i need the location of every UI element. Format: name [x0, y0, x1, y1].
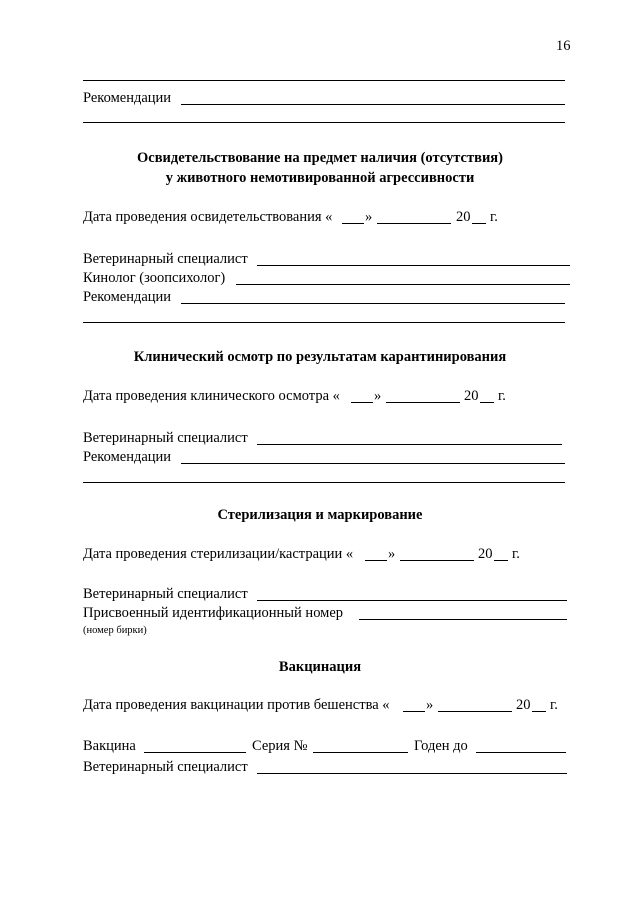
- clinical-vet-label: Ветеринарный специалист: [83, 430, 248, 446]
- section-title-sterilization: Стерилизация и маркирование: [217, 507, 423, 523]
- year-prefix: 20: [478, 546, 493, 562]
- sterilization-vet-label: Ветеринарный специалист: [83, 586, 248, 602]
- sterilization-year-field[interactable]: [494, 560, 508, 561]
- quote-close: »: [426, 697, 434, 713]
- id-number-label: Присвоенный идентификационный номер: [83, 605, 344, 621]
- year-prefix: 20: [456, 209, 471, 225]
- year-suffix: г.: [498, 388, 506, 404]
- vaccination-month-field[interactable]: [438, 711, 512, 712]
- clinical-vet-field[interactable]: [257, 444, 562, 445]
- vaccination-vet-label: Ветеринарный специалист: [83, 759, 248, 775]
- quote-close: »: [374, 388, 382, 404]
- vaccination-vet-field[interactable]: [257, 773, 567, 774]
- clinical-recommendations-field[interactable]: [181, 463, 565, 464]
- clinical-recommendations-label: Рекомендации: [83, 449, 172, 465]
- examination-date-label: Дата проведения освидетельствования «: [83, 209, 333, 225]
- clinical-month-field[interactable]: [386, 402, 460, 403]
- vaccination-day-field[interactable]: [403, 711, 425, 712]
- series-field[interactable]: [313, 752, 408, 753]
- tag-note: (номер бирки): [83, 625, 147, 636]
- vaccination-date-label: Дата проведения вакцинации против бешенства «: [83, 697, 390, 713]
- valid-until-label: Годен до: [414, 738, 468, 754]
- recommendations-label: Рекомендации: [83, 90, 172, 106]
- section-title-vaccination: Вакцинация: [278, 659, 362, 675]
- year-suffix: г.: [512, 546, 520, 562]
- sterilization-day-field[interactable]: [365, 560, 387, 561]
- vaccination-year-field[interactable]: [532, 711, 546, 712]
- year-suffix: г.: [550, 697, 558, 713]
- sterilization-vet-field[interactable]: [257, 600, 567, 601]
- clinical-date-label: Дата проведения клинического осмотра «: [83, 388, 340, 404]
- id-number-field[interactable]: [359, 619, 567, 620]
- examination-month-field[interactable]: [377, 223, 451, 224]
- clinical-day-field[interactable]: [351, 402, 373, 403]
- examination-day-field[interactable]: [342, 223, 364, 224]
- year-suffix: г.: [490, 209, 498, 225]
- series-label: Серия №: [252, 738, 308, 754]
- blank-line: [83, 322, 565, 323]
- examination-recommendations-label: Рекомендации: [83, 289, 172, 305]
- sterilization-date-label: Дата проведения стерилизации/кастрации «: [83, 546, 354, 562]
- recommendations-field[interactable]: [181, 104, 565, 105]
- vaccine-label: Вакцина: [83, 738, 136, 754]
- section-title-examination-1: Освидетельствование на предмет наличия (отсутствия): [137, 150, 503, 166]
- blank-line: [83, 122, 565, 123]
- blank-line: [83, 80, 565, 81]
- blank-line: [83, 482, 565, 483]
- examination-year-field[interactable]: [472, 223, 486, 224]
- year-prefix: 20: [516, 697, 531, 713]
- quote-close: »: [365, 209, 373, 225]
- year-prefix: 20: [464, 388, 479, 404]
- sterilization-month-field[interactable]: [400, 560, 474, 561]
- section-title-clinical: Клинический осмотр по результатам карантинирования: [133, 349, 507, 365]
- vaccine-field[interactable]: [144, 752, 246, 753]
- cynologist-label: Кинолог (зоопсихолог): [83, 270, 226, 286]
- valid-until-field[interactable]: [476, 752, 566, 753]
- quote-close: »: [388, 546, 396, 562]
- examination-vet-label: Ветеринарный специалист: [83, 251, 248, 267]
- examination-vet-field[interactable]: [257, 265, 570, 266]
- examination-recommendations-field[interactable]: [181, 303, 565, 304]
- page-number: 16: [556, 38, 571, 54]
- clinical-year-field[interactable]: [480, 402, 494, 403]
- cynologist-field[interactable]: [236, 284, 570, 285]
- section-title-examination-2: у животного немотивированной агрессивности: [165, 170, 475, 186]
